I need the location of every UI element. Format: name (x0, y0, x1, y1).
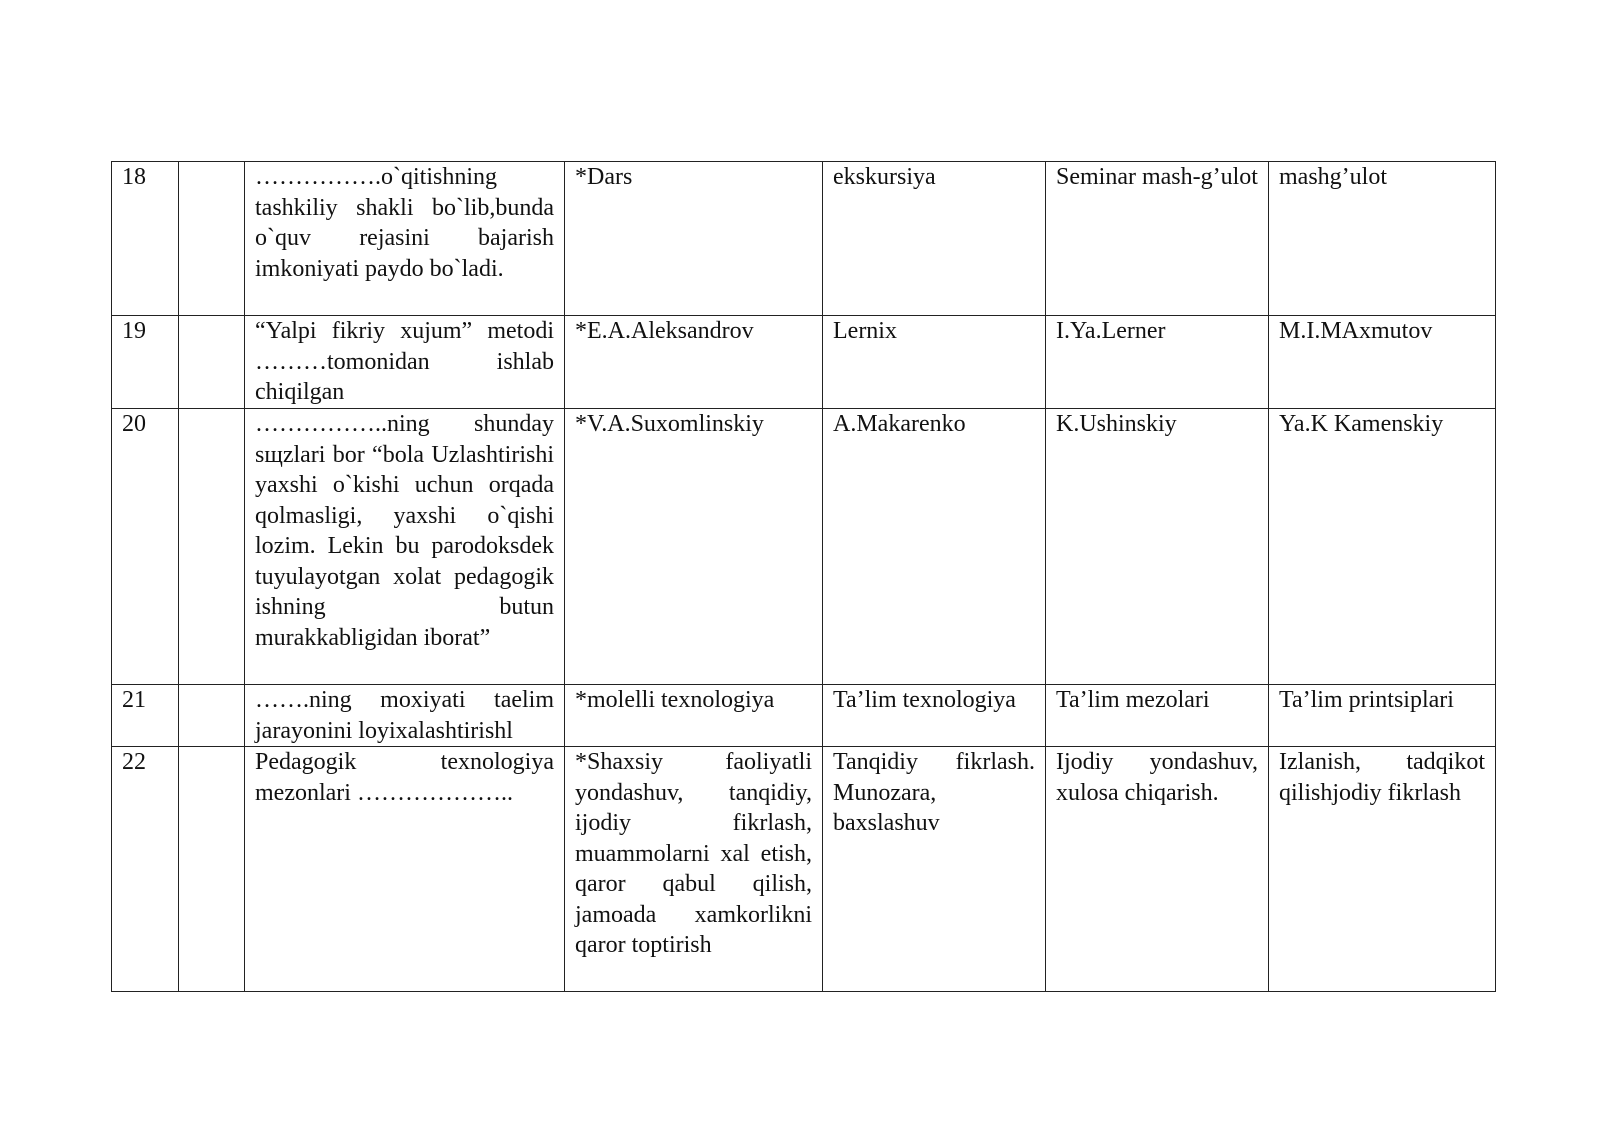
correct-answer: *E.A.Aleksandrov (565, 316, 823, 409)
empty-cell (179, 685, 245, 747)
correct-answer: *molelli texnologiya (565, 685, 823, 747)
table-row (112, 409, 1496, 685)
empty-cell (179, 747, 245, 992)
question-text: …….ning moxiyati taelim jarayonini loyixalashtirishl (245, 685, 565, 747)
correct-answer: *Shaxsiy faoliyatli yondashuv, tanqidiy, ijodiy fikrlash, muammolarni xal etish, qaror qabul qilish, jamoada xamkorlikni qaror toptirish (565, 747, 823, 992)
option-b: A.Makarenko (823, 409, 1046, 685)
option-b: Tanqidiy fikrlash. Munozara, baxslashuv (823, 747, 1046, 992)
question-number: 22 (112, 747, 179, 992)
option-c: Ta’lim mezolari (1046, 685, 1269, 747)
question-number: 20 (112, 409, 179, 685)
test-questions-table (111, 161, 1496, 992)
option-c: Seminar mash-g’ulot (1046, 162, 1269, 316)
table-row (112, 162, 1496, 316)
option-b: Ta’lim texnologiya (823, 685, 1046, 747)
option-d: Ya.K Kamenskiy (1269, 409, 1496, 685)
table-row (112, 685, 1496, 747)
option-c: Ijodiy yondashuv, xulosa chiqarish. (1046, 747, 1269, 992)
question-text: …………….o`qitishning tashkiliy shakli bo`lib,bunda o`quv rejasini bajarish imkoniyati paydo bo`ladi. (245, 162, 565, 316)
correct-answer: *Dars (565, 162, 823, 316)
table-row (112, 316, 1496, 409)
option-c: I.Ya.Lerner (1046, 316, 1269, 409)
question-number: 19 (112, 316, 179, 409)
question-text: ……………..ning shunday sщzlari bor “bola Uzlashtirishi yaxshi o`kishi uchun orqada qolmasligi, yaxshi o`qishi lozim. Lekin bu parodoksdek tuyulayotgan xolat pedagogik ishning butun murakkabligidan iborat” (245, 409, 565, 685)
option-d: mashg’ulot (1269, 162, 1496, 316)
option-b: ekskursiya (823, 162, 1046, 316)
table-row (112, 747, 1496, 992)
correct-answer: *V.A.Suxomlinskiy (565, 409, 823, 685)
question-text: “Yalpi fikriy xujum” metodi ………tomonidan ishlab chiqilgan (245, 316, 565, 409)
empty-cell (179, 409, 245, 685)
question-text: Pedagogik texnologiya mezonlari ……………….. (245, 747, 565, 992)
question-number: 18 (112, 162, 179, 316)
empty-cell (179, 316, 245, 409)
option-d: Izlanish, tadqikot qilishjodiy fikrlash (1269, 747, 1496, 992)
empty-cell (179, 162, 245, 316)
option-d: Ta’lim printsiplari (1269, 685, 1496, 747)
question-number: 21 (112, 685, 179, 747)
option-b: Lernix (823, 316, 1046, 409)
option-d: M.I.MAxmutov (1269, 316, 1496, 409)
option-c: K.Ushinskiy (1046, 409, 1269, 685)
